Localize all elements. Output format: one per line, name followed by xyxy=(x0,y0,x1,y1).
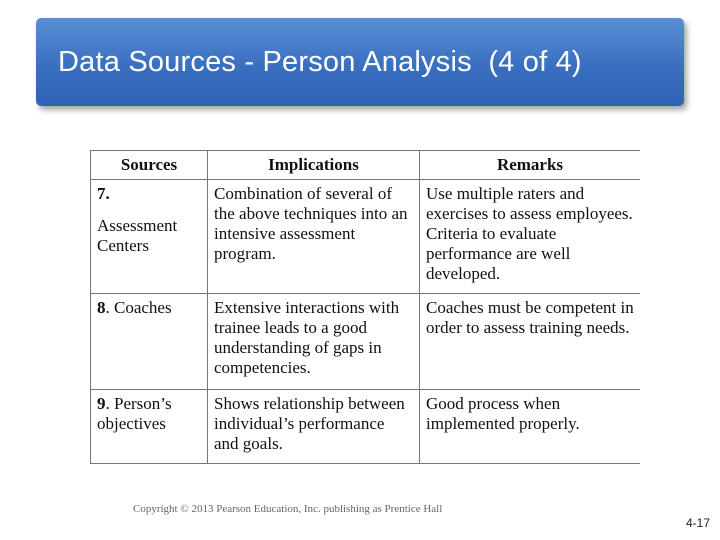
slide-title: Data Sources - Person Analysis (4 of 4) xyxy=(58,45,582,78)
table-row xyxy=(91,390,641,464)
copyright-footer: Copyright © 2013 Pearson Education, Inc. publishing as Prentice Hall xyxy=(133,503,443,515)
person-analysis-table xyxy=(90,150,640,464)
source-cell xyxy=(91,390,208,464)
row-number: 8 xyxy=(97,298,106,317)
source-cell xyxy=(91,180,208,294)
remarks-cell: Coaches must be competent in order to assess training needs. xyxy=(420,294,641,390)
header-implications: Implications xyxy=(208,151,420,180)
source-label: . Coaches xyxy=(105,298,172,317)
source-label: Assessment Centers xyxy=(97,216,178,255)
header-sources: Sources xyxy=(91,151,208,180)
implications-cell: Shows relationship between individual’s performance and goals. xyxy=(208,390,420,464)
implications-cell: Extensive interactions with trainee leads to a good understanding of gaps in competencies. xyxy=(208,294,420,390)
table-header-row xyxy=(91,151,641,180)
table-row xyxy=(91,294,641,390)
person-analysis-table-container xyxy=(90,150,640,464)
row-number: 7. xyxy=(97,184,110,203)
header-remarks: Remarks xyxy=(420,151,641,180)
title-banner xyxy=(36,18,684,106)
source-cell xyxy=(91,294,208,390)
source-label: . Person’s objectives xyxy=(97,394,172,433)
table-row xyxy=(91,180,641,294)
page-number: 4-17 xyxy=(685,516,710,530)
implications-cell: Combination of several of the above techniques into an intensive assessment program. xyxy=(208,180,420,294)
remarks-cell: Use multiple raters and exercises to assess employees. Criteria to evaluate performance are well developed. xyxy=(420,180,641,294)
remarks-cell: Good process when implemented properly. xyxy=(420,390,641,464)
row-number: 9 xyxy=(97,394,106,413)
